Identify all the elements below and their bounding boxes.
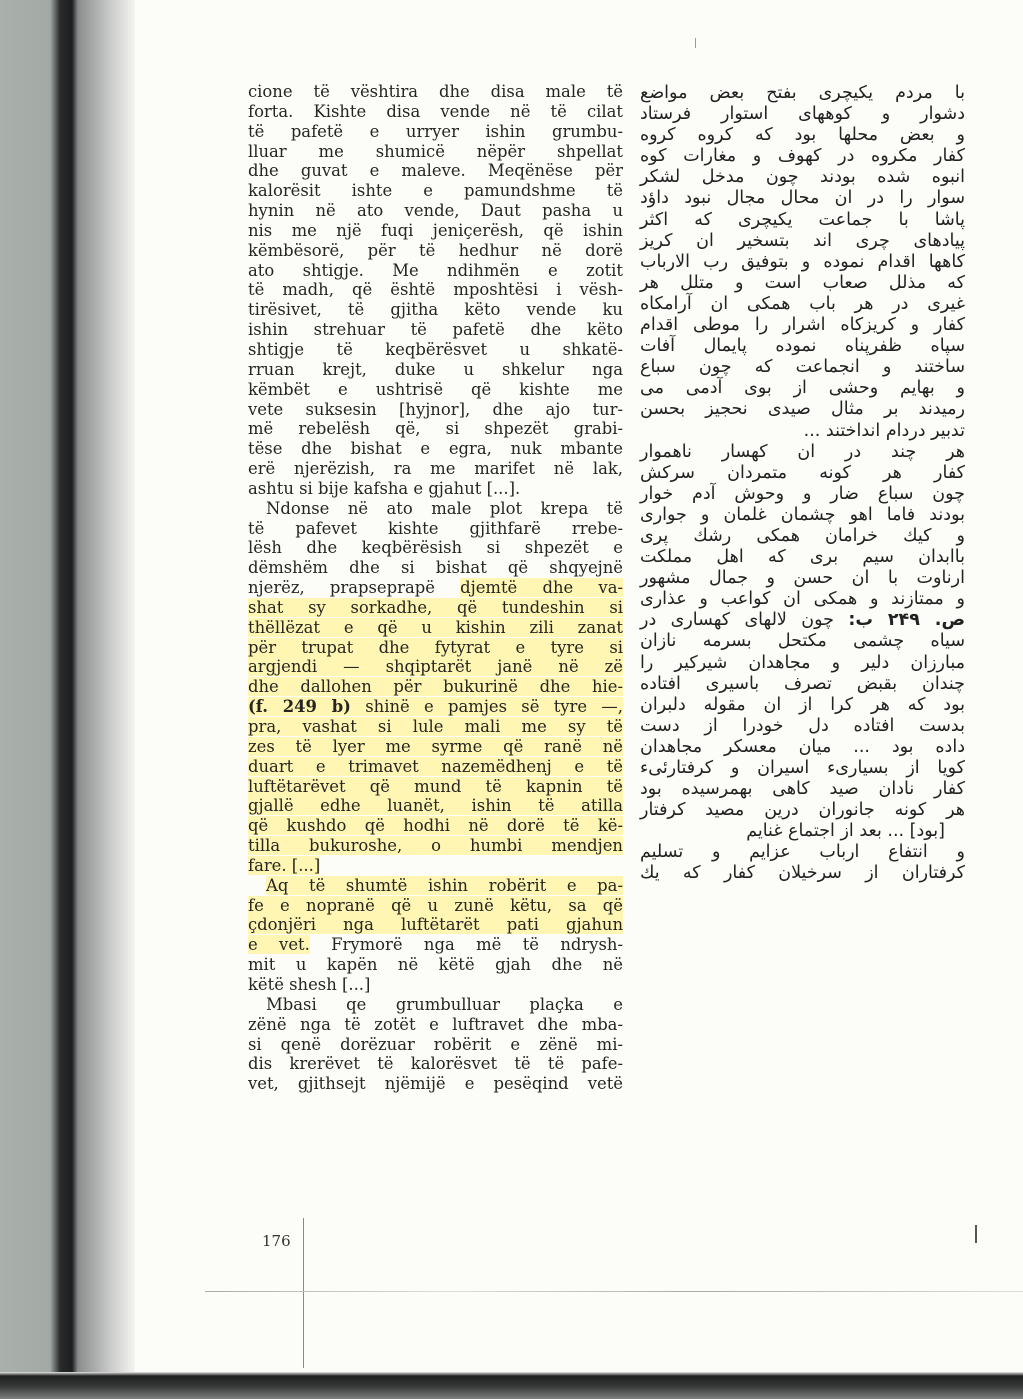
text-line: که مذلل صعاب است و متلل هر xyxy=(640,272,965,293)
text-line: و بهایم وحشی از بوی آدمی می xyxy=(640,378,965,399)
text-line: چندان بقبض تصرف باسیری افتاده xyxy=(640,673,965,694)
text-line: غیری در هر باب همکی ان آرامکاه xyxy=(640,293,965,314)
text-line xyxy=(248,935,623,955)
highlighted-text: tilla bukuroshe, o humbi mendjen xyxy=(248,836,623,856)
highlighted-text: e vet. xyxy=(248,935,310,955)
text-line: vet, gjithsejt njëmijë e pesëqind vetë xyxy=(248,1074,623,1094)
highlighted-text: shinë e pamjes së tyre —, xyxy=(350,697,623,717)
text-line: ato shtigje. Me ndihmën e zotit xyxy=(248,260,623,280)
highlighted-text: luftëtarëvet që mund të kapnin të xyxy=(248,776,623,796)
text-line: رمیدند بر مثال صیدی نحجیز بحسن xyxy=(640,399,965,420)
text-line: mit u kapën në këtë gjah dhe në xyxy=(248,955,623,975)
text-line: dhe guvat e maleve. Meqënëse për xyxy=(248,161,623,181)
folio-reference: (f. 249 b) xyxy=(248,697,351,717)
text-line: باابدان سیم بری که اهل مملکت xyxy=(640,547,965,568)
text-line: کفار و کریزکاه اشرار را موطی اقدام xyxy=(640,315,965,336)
text-line: vete suksesin [hyjnor], dhe ajo tur- xyxy=(248,399,623,419)
text-line xyxy=(248,737,623,757)
scanner-edge-bottom xyxy=(0,1372,1023,1399)
text-line: [بود] ... بعد از اجتماع غنایم xyxy=(746,821,945,842)
highlighted-text: që kushdo që hodhi në dorë të kë- xyxy=(248,816,623,836)
highlighted-text: fare. [...] xyxy=(248,855,321,875)
text-line: forta. Kishte disa vende në të cilat xyxy=(248,101,623,121)
text-line: shtigje të keqbërësvet u shkatë- xyxy=(248,339,623,359)
text-line: Mbasi qe grumbulluar plaçka e xyxy=(266,994,623,1014)
text-line xyxy=(248,856,623,876)
highlighted-text: djemtë dhe va- xyxy=(460,578,624,598)
text-line: lësh dhe keqbërësish si shpezët e xyxy=(248,538,623,558)
text-line: nis me një fuqi jeniçerësh, që ishin xyxy=(248,220,623,240)
highlighted-text: zes të lyer me syrme që ranë në xyxy=(248,736,623,756)
page-fold-line xyxy=(205,1291,1023,1292)
text-line xyxy=(248,578,623,598)
text-line: کرفتاران از سرخیلان کفار که یك xyxy=(640,863,965,884)
highlighted-text: duart e trimavet nazemëdhenj e të xyxy=(248,756,623,776)
text-line xyxy=(248,896,623,916)
text-line: tëse dhe bishat e egra, nuk mbante xyxy=(248,439,623,459)
highlighted-text: gjallë edhe luanët, ishin të atilla xyxy=(248,796,623,816)
text-line: بودند فاما اهو چشمان غلمان و جواری xyxy=(640,504,965,525)
text-line xyxy=(248,876,623,896)
text-line: کاهها اقدام نموده و بتوفیق رب الارباب xyxy=(640,251,965,272)
text-line: zënë nga të zotët e luftravet dhe mba- xyxy=(248,1014,623,1034)
text-line xyxy=(248,657,623,677)
text-line: کفار نادان صید کاهی بهمرسیده بود xyxy=(640,779,965,800)
text-line: کفار هر کونه متمردان سرکش xyxy=(640,462,965,483)
text-line: سوار را در ان محال مجال نبود داؤد xyxy=(640,188,965,209)
highlighted-text: thëllëzat e që u kishin zili zanat xyxy=(248,617,623,637)
text-line: lluar me shumicë nëpër shpellat xyxy=(248,141,623,161)
text-line: të pafetë e urryer ishin grumbu- xyxy=(248,121,623,141)
text-line: هر کونه جانوران درین مصید کرفتار xyxy=(640,800,965,821)
text-line xyxy=(248,598,623,618)
text-line: مبارزان دلیر و مجاهدان شیرکیر را xyxy=(640,652,965,673)
text-line xyxy=(248,717,623,737)
text-line: هر چند در ان کهسار ناهموار xyxy=(640,441,965,462)
text-line: këmbët e ushtrisë që kishte me xyxy=(248,379,623,399)
scan-mark xyxy=(695,38,696,48)
highlighted-text: shat sy sorkadhe, që tundeshin si xyxy=(248,597,623,617)
text-line: تدبیر دردام انداختند ... xyxy=(803,420,965,441)
text-line: دشوار و کوههای استوار فرستاد xyxy=(640,104,965,125)
text-line: dis krerëvet të kalorësvet të të pafe- xyxy=(248,1054,623,1074)
text-line: پیادهای چری اند بتسخیر ان کریز xyxy=(640,230,965,251)
text-line: ص. ۲۴۹ ب: چون لالهای کهساری در xyxy=(640,610,965,631)
text-segment: Frymorë nga më të ndrysh- xyxy=(309,935,623,955)
text-line: hynin në ato vende, Daut pasha u xyxy=(248,201,623,221)
text-line: پاشا با جماعت یکیچری که اکثر xyxy=(640,209,965,230)
text-line: si qenë dorëzuar robërit e zënë mi- xyxy=(248,1034,623,1054)
scanner-edge-left xyxy=(0,0,135,1399)
text-line xyxy=(248,618,623,638)
text-line: چون سباع ضار و وحوش آدم خوار xyxy=(640,483,965,504)
text-line: cione të vështira dhe disa male të xyxy=(248,82,623,101)
highlighted-text: argjendi — shqiptarët janë në zë xyxy=(248,657,623,677)
text-line: کفار مکروه در کهوف و مغارات کوه xyxy=(640,146,965,167)
text-line: ساختند و انجماعت که چون سباع xyxy=(640,357,965,378)
albanian-text-column xyxy=(248,82,623,1094)
highlighted-text: pra, vashat si lule mali me sy të xyxy=(248,717,623,736)
highlighted-text: fe e nopranë që u zunë këtu, sa që xyxy=(248,895,623,915)
text-line: këtë shesh [...] xyxy=(248,974,371,994)
text-line xyxy=(248,915,623,935)
text-line: و کیك خرامان همکی رشك پری xyxy=(640,525,965,546)
text-line: ارناوت با ان حسن و جمال مشهور xyxy=(640,568,965,589)
highlighted-text: për trupat dhe fytyrat e tyre si xyxy=(248,637,623,657)
text-line: کویا از بسیاریء اسیران و کرفتارئیء xyxy=(640,758,965,778)
text-line: dëmshëm dhe si bishat që shqyejnë xyxy=(248,558,623,578)
text-line: këmbësorë, për të hedhur në dorë xyxy=(248,240,623,260)
text-line: انبوه شده بودند چون مدخل لشکر xyxy=(640,167,965,188)
highlighted-text: Aq të shumtë ishin robërit e pa- xyxy=(266,875,623,895)
text-line xyxy=(248,697,623,717)
text-line xyxy=(248,796,623,816)
text-segment: njerëz, prapseprapë xyxy=(248,578,461,598)
scan-mark xyxy=(975,1225,977,1243)
text-line: بدست افتاده دل خودرا از دست xyxy=(640,715,965,736)
text-line: erë njerëzish, ra me marifet në lak, xyxy=(248,459,623,479)
text-line xyxy=(248,677,623,697)
text-line: ashtu si bije kafsha e gjahut [...]. xyxy=(248,478,521,498)
text-line: kalorësit ishte e pamundshme të xyxy=(248,181,623,201)
text-line xyxy=(248,757,623,777)
text-line: و ممتازند و همکی ان کواعب و عذاری xyxy=(640,589,965,610)
text-line: داده بود ... میان معسکر مجاهدان xyxy=(640,736,965,757)
text-line xyxy=(248,638,623,658)
page-number: 176 xyxy=(262,1232,291,1250)
text-line: më rebelësh që, si shpezët grabi- xyxy=(248,419,623,439)
text-line: سپاه ظفرپناه نموده پایمال آفات xyxy=(640,336,965,357)
text-line xyxy=(248,816,623,836)
text-line: با مردم یکیچری بفتح بعض مواضع xyxy=(640,83,965,103)
text-line: tirësivet, të gjitha këto vende ku xyxy=(248,300,623,320)
text-line: rruan krejt, duke u shkelur nga xyxy=(248,359,623,379)
text-line: و بعض محلها بود که کروه کروه xyxy=(640,125,965,146)
folio-reference: ص. ۲۴۹ ب: xyxy=(848,610,965,631)
highlighted-text: çdonjëri nga luftëtarët pati gjahun xyxy=(248,915,623,935)
persian-text-column xyxy=(640,83,965,885)
text-line: و انتفاع ارباب عزایم و تسلیم xyxy=(640,842,965,863)
highlighted-text: dhe dallohen për bukurinë dhe hie- xyxy=(248,677,623,697)
text-line: Ndonse në ato male plot krepa të xyxy=(266,498,623,518)
text-line: të madh, që është mposhtësi i vësh- xyxy=(248,280,623,300)
text-line: ishin strehuar të pafetë dhe këto xyxy=(248,320,623,340)
text-line xyxy=(248,836,623,856)
text-line: سیاه چشمی مکتحل بسرمه نازان xyxy=(640,631,965,652)
text-line: بود که هر کرا از ان مقوله دلبران xyxy=(640,694,965,715)
text-line: të pafevet kishte gjithfarë rrebe- xyxy=(248,518,623,538)
binding-line xyxy=(303,1218,304,1368)
text-line xyxy=(248,777,623,797)
